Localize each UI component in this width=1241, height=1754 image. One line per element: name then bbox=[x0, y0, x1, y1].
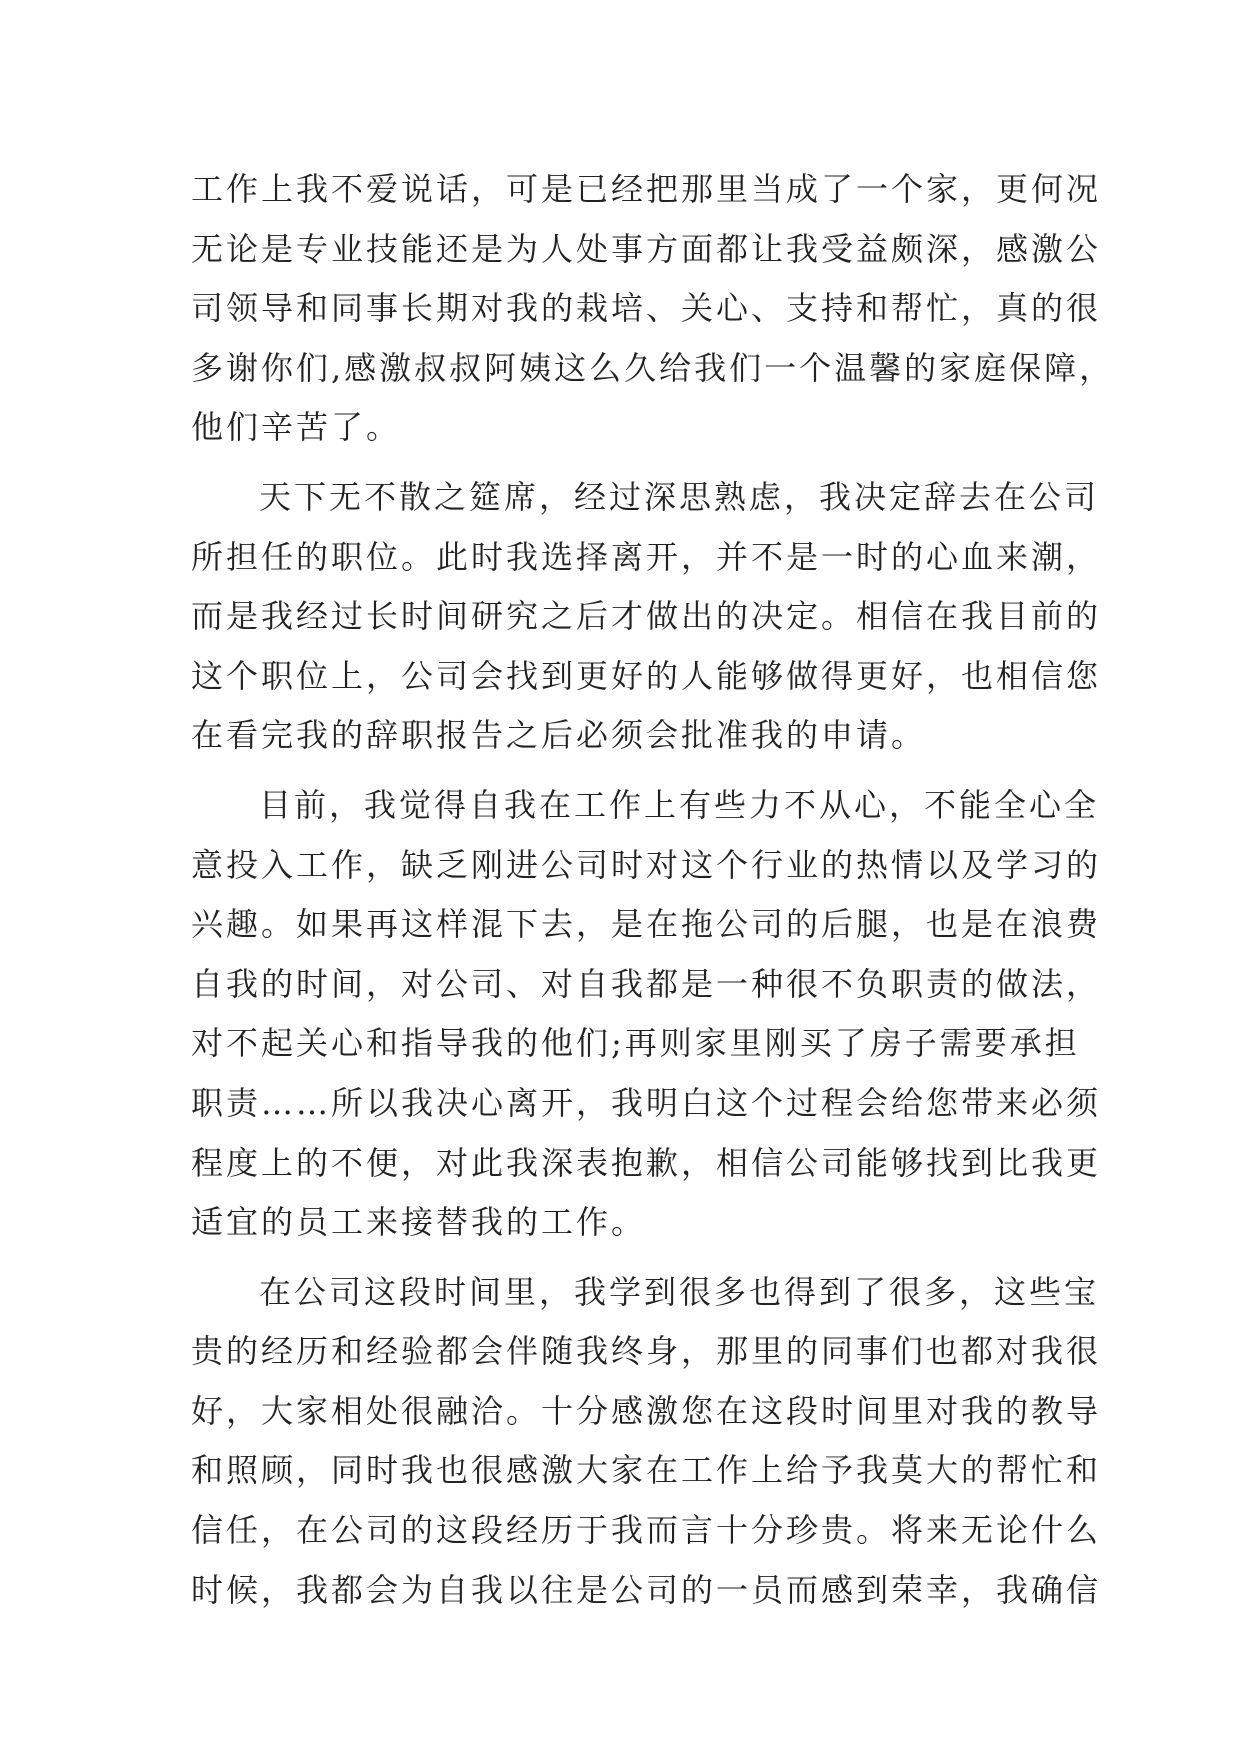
paragraph-3 bbox=[191, 776, 1102, 1253]
text-line: 贵的经历和经验都会伴随我终身，那里的同事们也都对我很 bbox=[191, 1332, 1102, 1371]
text-line: 他们辛苦了。 bbox=[191, 408, 402, 447]
text-line: 职责……所以我决心离开，我明白这个过程会给您带来必须 bbox=[191, 1083, 1102, 1122]
paragraph-gap bbox=[191, 458, 1051, 468]
text-line: 适宜的员工来接替我的工作。 bbox=[191, 1203, 647, 1242]
text-line: 时候，我都会为自我以往是公司的一员而感到荣幸，我确信 bbox=[191, 1570, 1102, 1609]
text-line: 对不起关心和指导我的他们;再则家里刚买了房子需要承担 bbox=[191, 1024, 1080, 1063]
text-line: 所担任的职位。此时我选择离开，并不是一时的心血来潮， bbox=[191, 537, 1102, 576]
text-line: 信任，在公司的这段经历于我而言十分珍贵。将来无论什么 bbox=[191, 1511, 1102, 1550]
text-line: 兴趣。如果再这样混下去，是在拖公司的后腿，也是在浪费 bbox=[191, 905, 1102, 944]
text-line: 而是我经过长时间研究之后才做出的决定。相信在我目前的 bbox=[191, 597, 1102, 636]
text-line: 多谢你们,感激叔叔阿姨这么久给我们一个温馨的家庭保障， bbox=[191, 348, 1115, 387]
paragraph-2 bbox=[191, 468, 1102, 766]
text-line: 无论是专业技能还是为人处事方面都让我受益颇深，感激公 bbox=[191, 229, 1102, 268]
text-line: 这个职位上，公司会找到更好的人能够做得更好，也相信您 bbox=[191, 656, 1102, 695]
text-line: 好，大家相处很融洽。十分感激您在这段时间里对我的教导 bbox=[191, 1391, 1102, 1430]
text-line: 工作上我不爱说话，可是已经把那里当成了一个家，更何况 bbox=[191, 170, 1102, 208]
text-line: 目前，我觉得自我在工作上有些力不从心，不能全心全 bbox=[259, 785, 1100, 824]
paragraph-4 bbox=[191, 1263, 1102, 1621]
text-line: 和照顾，同时我也很感激大家在工作上给予我莫大的帮忙和 bbox=[191, 1451, 1102, 1490]
text-line: 天下无不散之筵席，经过深思熟虑，我决定辞去在公司 bbox=[259, 477, 1100, 516]
body-text bbox=[191, 160, 1115, 1620]
paragraph-1 bbox=[191, 160, 1115, 458]
paragraph-gap bbox=[191, 1253, 1051, 1263]
paragraph-gap bbox=[191, 766, 1051, 776]
text-line: 意投入工作，缺乏刚进公司时对这个行业的热情以及学习的 bbox=[191, 845, 1102, 884]
text-line: 自我的时间，对公司、对自我都是一种很不负职责的做法， bbox=[191, 964, 1102, 1003]
text-line: 在公司这段时间里，我学到很多也得到了很多，这些宝 bbox=[259, 1272, 1100, 1311]
text-line: 在看完我的辞职报告之后必须会批准我的申请。 bbox=[191, 716, 927, 755]
text-line: 司领导和同事长期对我的栽培、关心、支持和帮忙，真的很 bbox=[191, 289, 1102, 328]
text-line: 程度上的不便，对此我深表抱歉，相信公司能够找到比我更 bbox=[191, 1143, 1102, 1182]
